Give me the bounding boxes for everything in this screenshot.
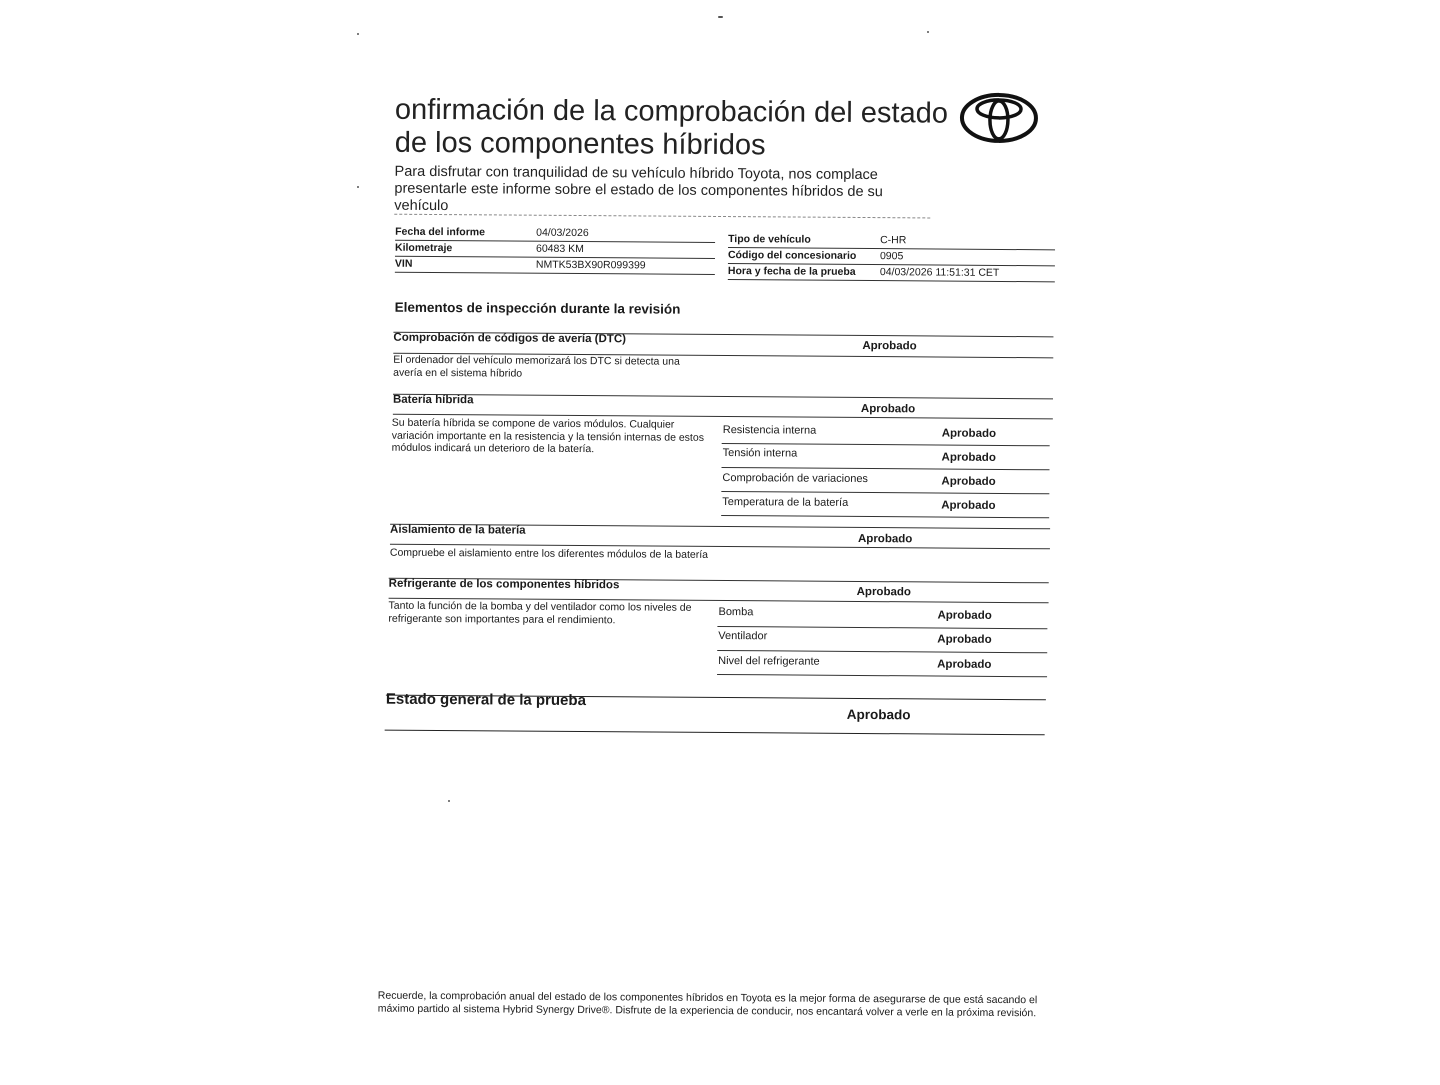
sub-item-label: Comprobación de variaciones (722, 472, 869, 486)
info-value: 60483 KM (535, 242, 584, 256)
status-battery: Aprobado (860, 402, 916, 416)
sub-item-label: Nivel del refrigerante (718, 654, 820, 668)
info-row-test-datetime (728, 264, 1055, 282)
info-value: 0905 (879, 250, 904, 263)
section-divider (393, 394, 1053, 400)
info-label: Tipo de vehículo (728, 233, 811, 246)
info-label: Hora y fecha de la prueba (727, 265, 856, 278)
sub-item-label: Resistencia interna (722, 424, 817, 437)
sub-item-label: Bomba (718, 605, 754, 619)
info-label: Código del concesionario (727, 249, 857, 262)
sub-item-divider (722, 467, 1050, 470)
document-title (395, 94, 995, 164)
sub-item-label: Tensión interna (722, 447, 798, 460)
sub-item-status: Aprobado (941, 475, 996, 488)
scan-speck (357, 186, 359, 188)
sub-item-divider (721, 515, 1049, 518)
sub-item-divider (717, 626, 1047, 629)
info-value: 04/03/2026 (536, 226, 589, 240)
inspection-title: Elementos de inspección durante la revisión (394, 299, 681, 317)
overall-label: Estado general de la prueba (385, 690, 586, 710)
sub-item-divider (721, 491, 1049, 494)
scan-speck (448, 800, 450, 802)
report-info-right-column (728, 232, 1055, 282)
sub-item-status: Aprobado (937, 658, 992, 671)
info-value: 04/03/2026 11:51:31 CET (879, 266, 1000, 279)
toyota-logo-icon (959, 92, 1039, 145)
scan-speck (718, 16, 723, 18)
info-value: NMTK53BX90R099399 (535, 258, 646, 272)
status-isolation: Aprobado (857, 532, 913, 546)
status-dtc: Aprobado (862, 339, 917, 353)
info-label: Kilometraje (394, 241, 453, 255)
sub-item-label: Temperatura de la batería (722, 496, 849, 509)
status-coolant: Aprobado (856, 585, 911, 599)
report-info-table (395, 225, 1055, 278)
sub-item-divider (717, 674, 1047, 677)
section-title-isolation: Aislamiento de la batería (390, 523, 526, 537)
title-line-2: de los componentes híbridos (394, 126, 766, 162)
description-isolation: Compruebe el aislamiento entre los diferentes módulos de la batería (389, 546, 709, 561)
sub-item-status: Aprobado (937, 633, 992, 646)
sub-item-divider (717, 650, 1047, 653)
title-line-1: onfirmación de la comprobación del estado (394, 93, 949, 130)
sub-item-status: Aprobado (941, 499, 996, 512)
intro-text: Para disfrutar con tranquilidad de su vehículo híbrido Toyota, nos complace presentarle este informe sobre el estado de los componentes híbridos de su vehículo (394, 163, 883, 215)
section-title-battery: Batería híbrida (392, 393, 474, 407)
description-dtc: El ordenador del vehículo memorizará los DTC si detecta una avería en el sistema híbrido (393, 353, 680, 380)
info-row-vin (395, 257, 715, 275)
sub-item-divider (722, 443, 1050, 446)
sub-item-status: Aprobado (937, 609, 992, 622)
section-title-dtc: Comprobación de códigos de avería (DTC) (393, 331, 627, 346)
scan-speck (357, 33, 359, 35)
scan-speck (927, 31, 929, 33)
overall-status: Aprobado (846, 706, 911, 723)
description-coolant: Tanto la función de la bomba y del ventilador como los niveles de refrigerante son importantes para el rendimiento. (388, 599, 692, 626)
overall-divider (385, 730, 1045, 736)
sub-item-status: Aprobado (941, 427, 997, 440)
footer-note: Recuerde, la comprobación anual del estado de los componentes híbridos en Toyota es la mejor forma de asegurarse de que está sacando el máximo partido al sistema Hybrid Synergy Drive®. Disfrute de la experiencia de conducir, nos encantará volver a verle en la próxima revisión. (377, 989, 1038, 1020)
info-label: VIN (394, 257, 413, 270)
sub-item-status: Aprobado (941, 451, 996, 464)
sub-item-label: Ventilador (718, 629, 768, 643)
description-battery: Su batería híbrida se compone de varios módulos. Cualquier variación importante en la resistencia y la tensión internas de estos módulos indicará un deterioro de la batería. (391, 416, 705, 456)
section-title-coolant: Refrigerante de los componentes híbridos (388, 577, 620, 592)
info-label: Fecha del informe (395, 225, 486, 239)
info-value: C-HR (880, 234, 907, 247)
